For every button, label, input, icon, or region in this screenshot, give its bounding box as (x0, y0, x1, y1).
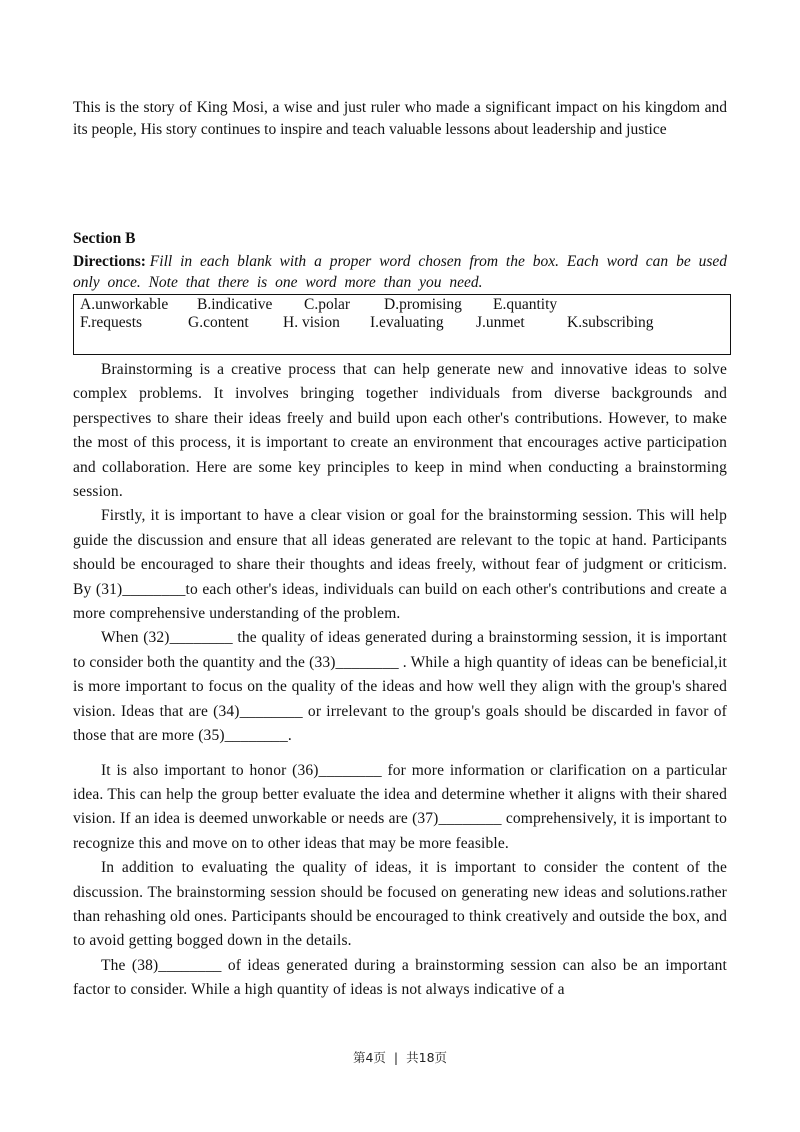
word-option: E.quantity (493, 296, 558, 313)
intro-paragraph: This is the story of King Mosi, a wise and just ruler who made a significant impact on his kingdom and its people, His story continues to inspire and teach valuable lessons about leadership and justice (73, 99, 727, 138)
passage-paragraph-6: The (38)________ of ideas generated during a brainstorming session can also be an important factor to consider. While a high quantity of ideas is not always indicative of a (73, 956, 727, 999)
passage-paragraph-3: When (32)________ the quality of ideas generated during a brainstorming session, it is important to consider both the quantity and the (33)________ . While a high quantity of ideas can be beneficial,it is more important to focus on the quality of the ideas and how well they align with the group's shared vision. Ideas that are (34)________ or irrelevant to the group's goals should be discarded in favor of those that are more (35)________. (73, 629, 727, 745)
passage-paragraph-2: Firstly, it is important to have a clear vision or goal for the brainstorming session. This will help guide the discussion and ensure that all ideas generated are relevant to the topic at hand. Participants should be encouraged to share their thoughts and ideas freely, without fear of judgment or criticism. By (31)________to each other's ideas, individuals can build on each other's contributions and create a more comprehensive understanding of the problem. (73, 507, 727, 623)
word-option: F.requests (80, 314, 143, 331)
passage-paragraph-5: In addition to evaluating the quality of ideas, it is important to consider the content of the discussion. The brainstorming session should be focused on generating new ideas and solutions.rather than rehashing old ones. Participants should be encouraged to think creatively and outside the box, and to avoid getting bogged down in the details. (73, 859, 727, 950)
word-option: H. vision (283, 314, 340, 331)
word-option: C.polar (304, 296, 351, 313)
word-bank-box (73, 294, 731, 355)
directions-text: Fill in each blank with a proper word chosen from the box. Each word can be used only once. Note that there is one word more than you need. (73, 253, 727, 291)
directions (73, 251, 727, 293)
directions-label: Directions: (73, 253, 146, 270)
section-title: Section B (73, 230, 136, 247)
word-option: B.indicative (197, 296, 273, 313)
word-option: J.unmet (476, 314, 525, 331)
word-option: A.unworkable (80, 296, 169, 313)
passage-paragraph-1: Brainstorming is a creative process that can help generate new and innovative ideas to solve complex problems. It involves bringing together individuals from diverse backgrounds and perspectives to share their ideas freely and build upon each other's contributions. However, to make the most of this process, it is important to create an environment that encourages active participation and collaboration. Here are some key principles to keep in mind when conducting a brainstorming session. (73, 361, 727, 501)
passage-paragraph-4: It is also important to honor (36)________ for more information or clarification on a particular idea. This can help the group better evaluate the idea and determine whether it aligns with their shared vision. If an idea is deemed unworkable or needs are (37)________ comprehensively, it is important to recognize this and move on to other ideas that may be more feasible. (73, 761, 727, 852)
word-option: G.content (188, 314, 249, 331)
word-option: K.subscribing (567, 314, 654, 331)
page-number-current: 第4页 (352, 1050, 386, 1065)
word-option: D.promising (384, 296, 462, 313)
word-option: I.evaluating (370, 314, 444, 331)
page-number-total: 共18页 (406, 1050, 448, 1065)
page-footer (0, 1048, 800, 1066)
passage (73, 358, 727, 1003)
footer-separator: | (393, 1050, 399, 1065)
